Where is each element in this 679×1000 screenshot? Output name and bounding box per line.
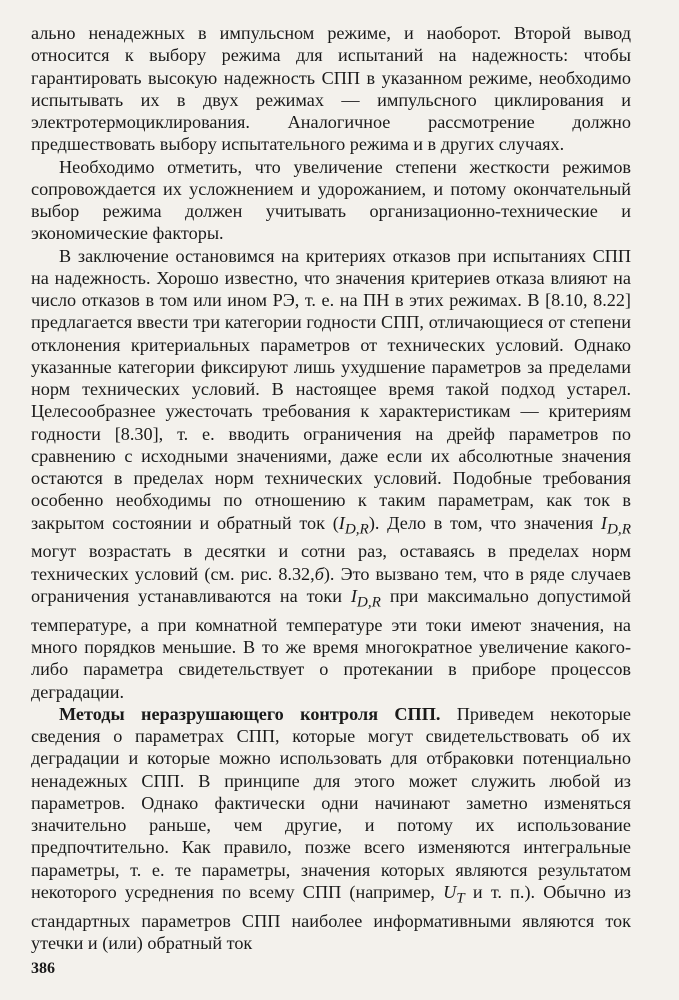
paragraph-continuation: ально ненадежных в импульсном режиме, и наоборот. Второй вывод относится к выбору режима для испытаний на надежность: чтобы гарантировать высокую надежность СПП в указанном режиме, необходимо испытывать их в двух режимах — импульсного циклирования и электротермоциклирования. Аналогичное рассмотрение должно предшествовать выбору испытательного режима и в других случаях. bbox=[31, 23, 631, 155]
text-segment: Приведем некоторые сведения о параметрах СПП, которые могут свидетельствовать об их деградации и которые можно использовать для отбраковки потенциально ненадежных СПП. В принципе для этого может служить любой из параметров. Однако фактически одни начинают заметно изменяться значительно раньше, чем другие, и потому их использование предпочтительно. Как правило, позже всего изменяются интегральные параметры, т. е. те параметры, значения которых являются результатом некоторого усреднения по всему СПП (например, bbox=[31, 703, 631, 902]
symbol-subscript: D,R bbox=[606, 520, 631, 538]
figure-letter: б bbox=[314, 563, 324, 584]
symbol-current: I bbox=[350, 585, 357, 606]
paragraph-stiffness-note: Необходимо отметить, что увеличение степени жесткости режимов сопровождается их усложнением и удорожанием, и потому окончательный выбор режима должен учитывать организационно-технические и экономические факторы. bbox=[31, 156, 631, 244]
symbol-current: I bbox=[600, 512, 607, 533]
page-number: 386 bbox=[31, 960, 55, 977]
symbol-subscript: T bbox=[456, 889, 465, 907]
paragraph-failure-criteria bbox=[31, 245, 631, 703]
body-text bbox=[31, 22, 631, 954]
symbol-subscript: D,R bbox=[356, 593, 381, 611]
paragraph-nondestructive-methods bbox=[31, 703, 631, 954]
symbol-subscript: D,R bbox=[344, 520, 369, 538]
text-segment: ). Это вызвано тем, что в ряде случаев ограничения устанавливаются на токи bbox=[31, 563, 631, 606]
text-segment: и т. п.). Обычно из стандартных параметров СПП наиболее информативными являются ток утечки и (или) обратный ток bbox=[31, 881, 631, 953]
text-segment: В заключение остановимся на критериях отказов при испытаниях СПП на надежность. Хорошо известно, что значения критериев отказа влияют на число отказов в том или ином РЭ, т. е. на ПН в этих режимах. В [8.10, 8.22] предлагается ввести три категории годности СПП, отличающиеся от степени отклонения критериальных параметров от технических условий. Однако указанные категории фиксируют лишь ухудшение параметров за пределами норм технических условий. В настоящее время такой подход устарел. Целесообразнее ужесточать требования к характеристикам — критериям годности [8.30], т. е. вводить ограничения на дрейф параметров по сравнению с исходными значениями, даже если их абсолютные значения остаются в пределах норм технических условий. Подобные требования особенно необходимы по отношению к таким параметрам, как ток в закрытом состоянии и обратный ток ( bbox=[31, 245, 631, 533]
symbol-current: I bbox=[338, 512, 345, 533]
text-segment: ). Дело в том, что значения bbox=[368, 512, 601, 533]
text-segment: могут возрастать в десятки и сотни раз, оставаясь в пределах норм технических условий (см. рис. 8.32, bbox=[31, 541, 631, 584]
section-heading: Методы неразрушающего контроля СПП. bbox=[59, 703, 441, 724]
text-segment: при максимально допустимой температуре, а при комнатной температуре эти токи имеют значения, на много порядков меньшие. В то же время многократное увеличение какого-либо параметра свидетельствует о протекании в приборе процессов деградации. bbox=[31, 585, 631, 702]
symbol-voltage: U bbox=[443, 881, 457, 902]
